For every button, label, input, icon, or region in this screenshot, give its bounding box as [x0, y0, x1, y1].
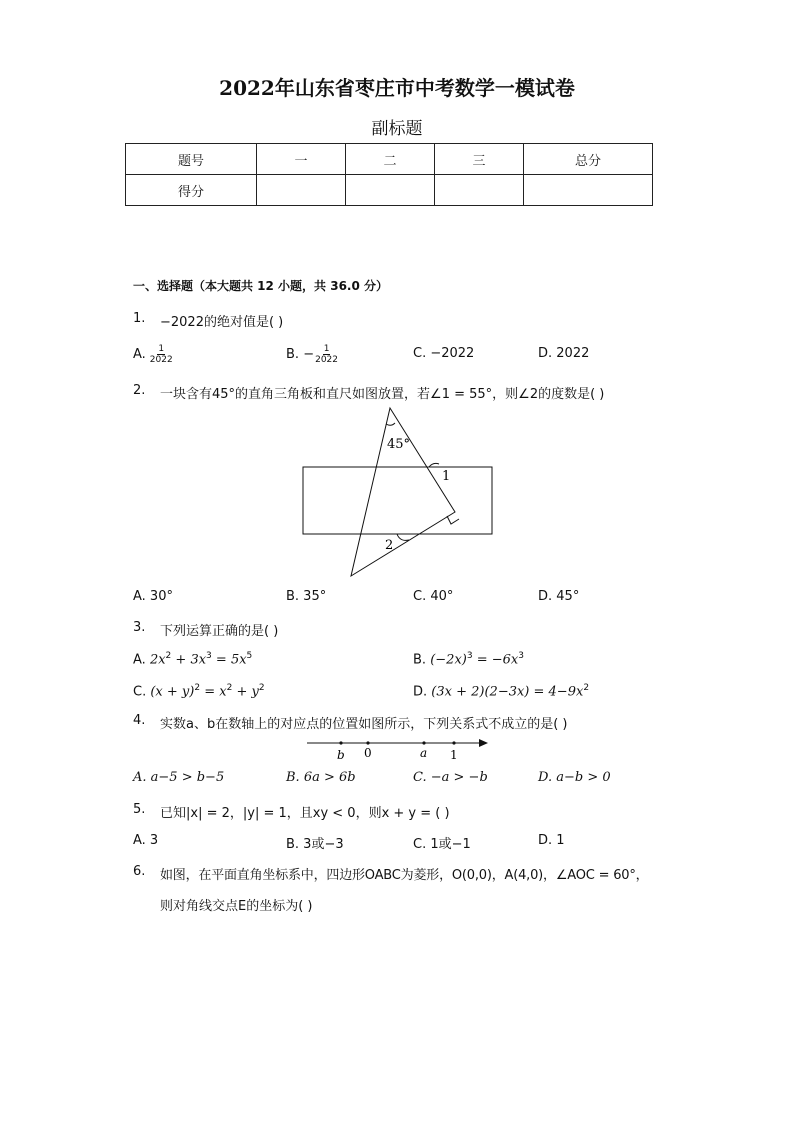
- expr-part: + 3x: [171, 652, 207, 668]
- q2-option-a[interactable]: A. 30°: [133, 589, 173, 604]
- ruler-rectangle: [303, 467, 492, 534]
- exponent: 3: [518, 651, 524, 661]
- score-table-header-row: [126, 144, 653, 175]
- point-zero: [366, 741, 369, 744]
- q1-option-d[interactable]: D. 2022: [538, 346, 590, 361]
- q4-option-b[interactable]: B. 6a > 6b: [286, 770, 356, 785]
- right-angle-mark: [447, 516, 459, 524]
- exponent: 3: [206, 651, 212, 661]
- option-label: C.: [133, 684, 147, 700]
- q1-stem: −2022的绝对值是( ): [160, 315, 284, 330]
- q4-stem: 实数a、b在数轴上的对应点的位置如图所示，下列关系式不成立的是( ): [160, 717, 568, 732]
- expr-part: (3x + 2)(2−3x) = 4−9x: [431, 684, 584, 700]
- q3-stem: 下列运算正确的是( ): [160, 624, 279, 639]
- fraction: [150, 344, 173, 365]
- score-cell[interactable]: [524, 175, 653, 206]
- score-header-cell: 总分: [524, 144, 653, 175]
- score-header-cell: 题号: [126, 144, 257, 175]
- q1-option-b[interactable]: [286, 344, 338, 365]
- score-cell[interactable]: [346, 175, 435, 206]
- fraction: [315, 344, 338, 365]
- angle-45-arc: [386, 423, 395, 425]
- option-label: A.: [133, 347, 146, 362]
- q3-option-a[interactable]: [133, 651, 252, 667]
- q1-option-a[interactable]: [133, 344, 173, 365]
- option-label: B.: [413, 652, 427, 668]
- q6-stem-line2: 则对角线交点E的坐标为( ): [160, 899, 313, 914]
- label-45-degrees: 45°: [387, 437, 411, 452]
- q2-option-d[interactable]: D. 45°: [538, 589, 580, 604]
- exponent: 2: [583, 683, 590, 693]
- q6-stem-line1: 如图，在平面直角坐标系中，四边形OABC为菱形，O(0,0)，A(4,0)，∠AOC = 60°，: [160, 868, 649, 883]
- section-heading: 一、选择题（本大题共 12 小题，共 36.0 分）: [133, 279, 389, 293]
- score-header-cell: 三: [435, 144, 524, 175]
- fraction-numerator: 1: [323, 344, 330, 354]
- minus-sign: −: [303, 347, 315, 362]
- score-cell[interactable]: [257, 175, 346, 206]
- option-label: A.: [133, 652, 146, 668]
- q4-option-a[interactable]: A. a−5 > b−5: [133, 770, 225, 785]
- q5-option-d[interactable]: D. 1: [538, 833, 565, 848]
- q5-option-a[interactable]: A. 3: [133, 833, 159, 848]
- set-square-triangle: [351, 408, 455, 576]
- score-row-label: 得分: [126, 175, 257, 206]
- q5-option-c[interactable]: C. 1或−1: [413, 837, 471, 852]
- exponent: 3: [466, 651, 473, 661]
- fraction-denominator: 2022: [149, 355, 173, 365]
- exponent: 5: [246, 651, 253, 661]
- label-a: a: [420, 746, 428, 760]
- q3-option-d[interactable]: [413, 683, 589, 699]
- point-one: [452, 741, 455, 744]
- q5-stem: 已知|x| = 2，|y| = 1，且xy < 0，则x + y = ( ): [160, 806, 450, 821]
- expr-part: (−2x): [430, 652, 467, 668]
- label-one: 1: [450, 748, 458, 762]
- q4-number: 4.: [133, 713, 146, 728]
- label-angle-1: 1: [442, 469, 451, 484]
- exponent: 2: [165, 651, 172, 661]
- angle-2-arc: [397, 534, 409, 540]
- fraction-numerator: 1: [158, 344, 165, 354]
- point-b: [339, 741, 342, 744]
- q3-option-c[interactable]: [133, 683, 265, 699]
- option-label: B.: [286, 347, 300, 362]
- option-label: D.: [413, 684, 428, 700]
- label-angle-2: 2: [385, 538, 394, 553]
- score-cell[interactable]: [435, 175, 524, 206]
- expr-part: (x + y): [150, 684, 195, 700]
- q3-option-b[interactable]: [413, 651, 524, 667]
- q5-number: 5.: [133, 802, 146, 817]
- score-header-cell: 一: [257, 144, 346, 175]
- score-table: [125, 143, 653, 206]
- q2-option-c[interactable]: C. 40°: [413, 589, 454, 604]
- q2-number: 2.: [133, 383, 146, 398]
- q6-number: 6.: [133, 864, 146, 879]
- exam-subtitle: 副标题: [371, 119, 423, 139]
- expr-part: = −6x: [472, 652, 519, 668]
- score-header-cell: 二: [346, 144, 435, 175]
- exponent: 2: [258, 683, 265, 693]
- label-b: b: [337, 748, 345, 762]
- angle-1-arc: [429, 463, 439, 467]
- expr-part: + y: [232, 684, 259, 700]
- exponent: 2: [194, 683, 201, 693]
- axis-arrow: [479, 739, 488, 747]
- q4-option-d[interactable]: D. a−b > 0: [538, 770, 611, 785]
- expr-part: 2x: [149, 652, 166, 668]
- point-a: [422, 741, 425, 744]
- expr-part: = x: [200, 684, 227, 700]
- q5-option-b[interactable]: B. 3或−3: [286, 837, 344, 852]
- expr-part: = 5x: [211, 652, 247, 668]
- q2-figure: [295, 404, 500, 582]
- q1-option-c[interactable]: C. −2022: [413, 346, 475, 361]
- exponent: 2: [226, 683, 233, 693]
- exam-title: 2022年山东省枣庄市中考数学一模试卷: [219, 76, 575, 100]
- fraction-denominator: 2022: [315, 355, 339, 365]
- q1-number: 1.: [133, 311, 146, 326]
- q2-option-b[interactable]: B. 35°: [286, 589, 327, 604]
- q4-option-c[interactable]: C. −a > −b: [413, 770, 488, 785]
- score-table-score-row: [126, 175, 653, 206]
- q4-number-line: [305, 732, 495, 764]
- label-zero: 0: [364, 746, 372, 760]
- q3-number: 3.: [133, 620, 146, 635]
- q2-stem: 一块含有45°的直角三角板和直尺如图放置，若∠1 = 55°，则∠2的度数是( ): [160, 387, 605, 402]
